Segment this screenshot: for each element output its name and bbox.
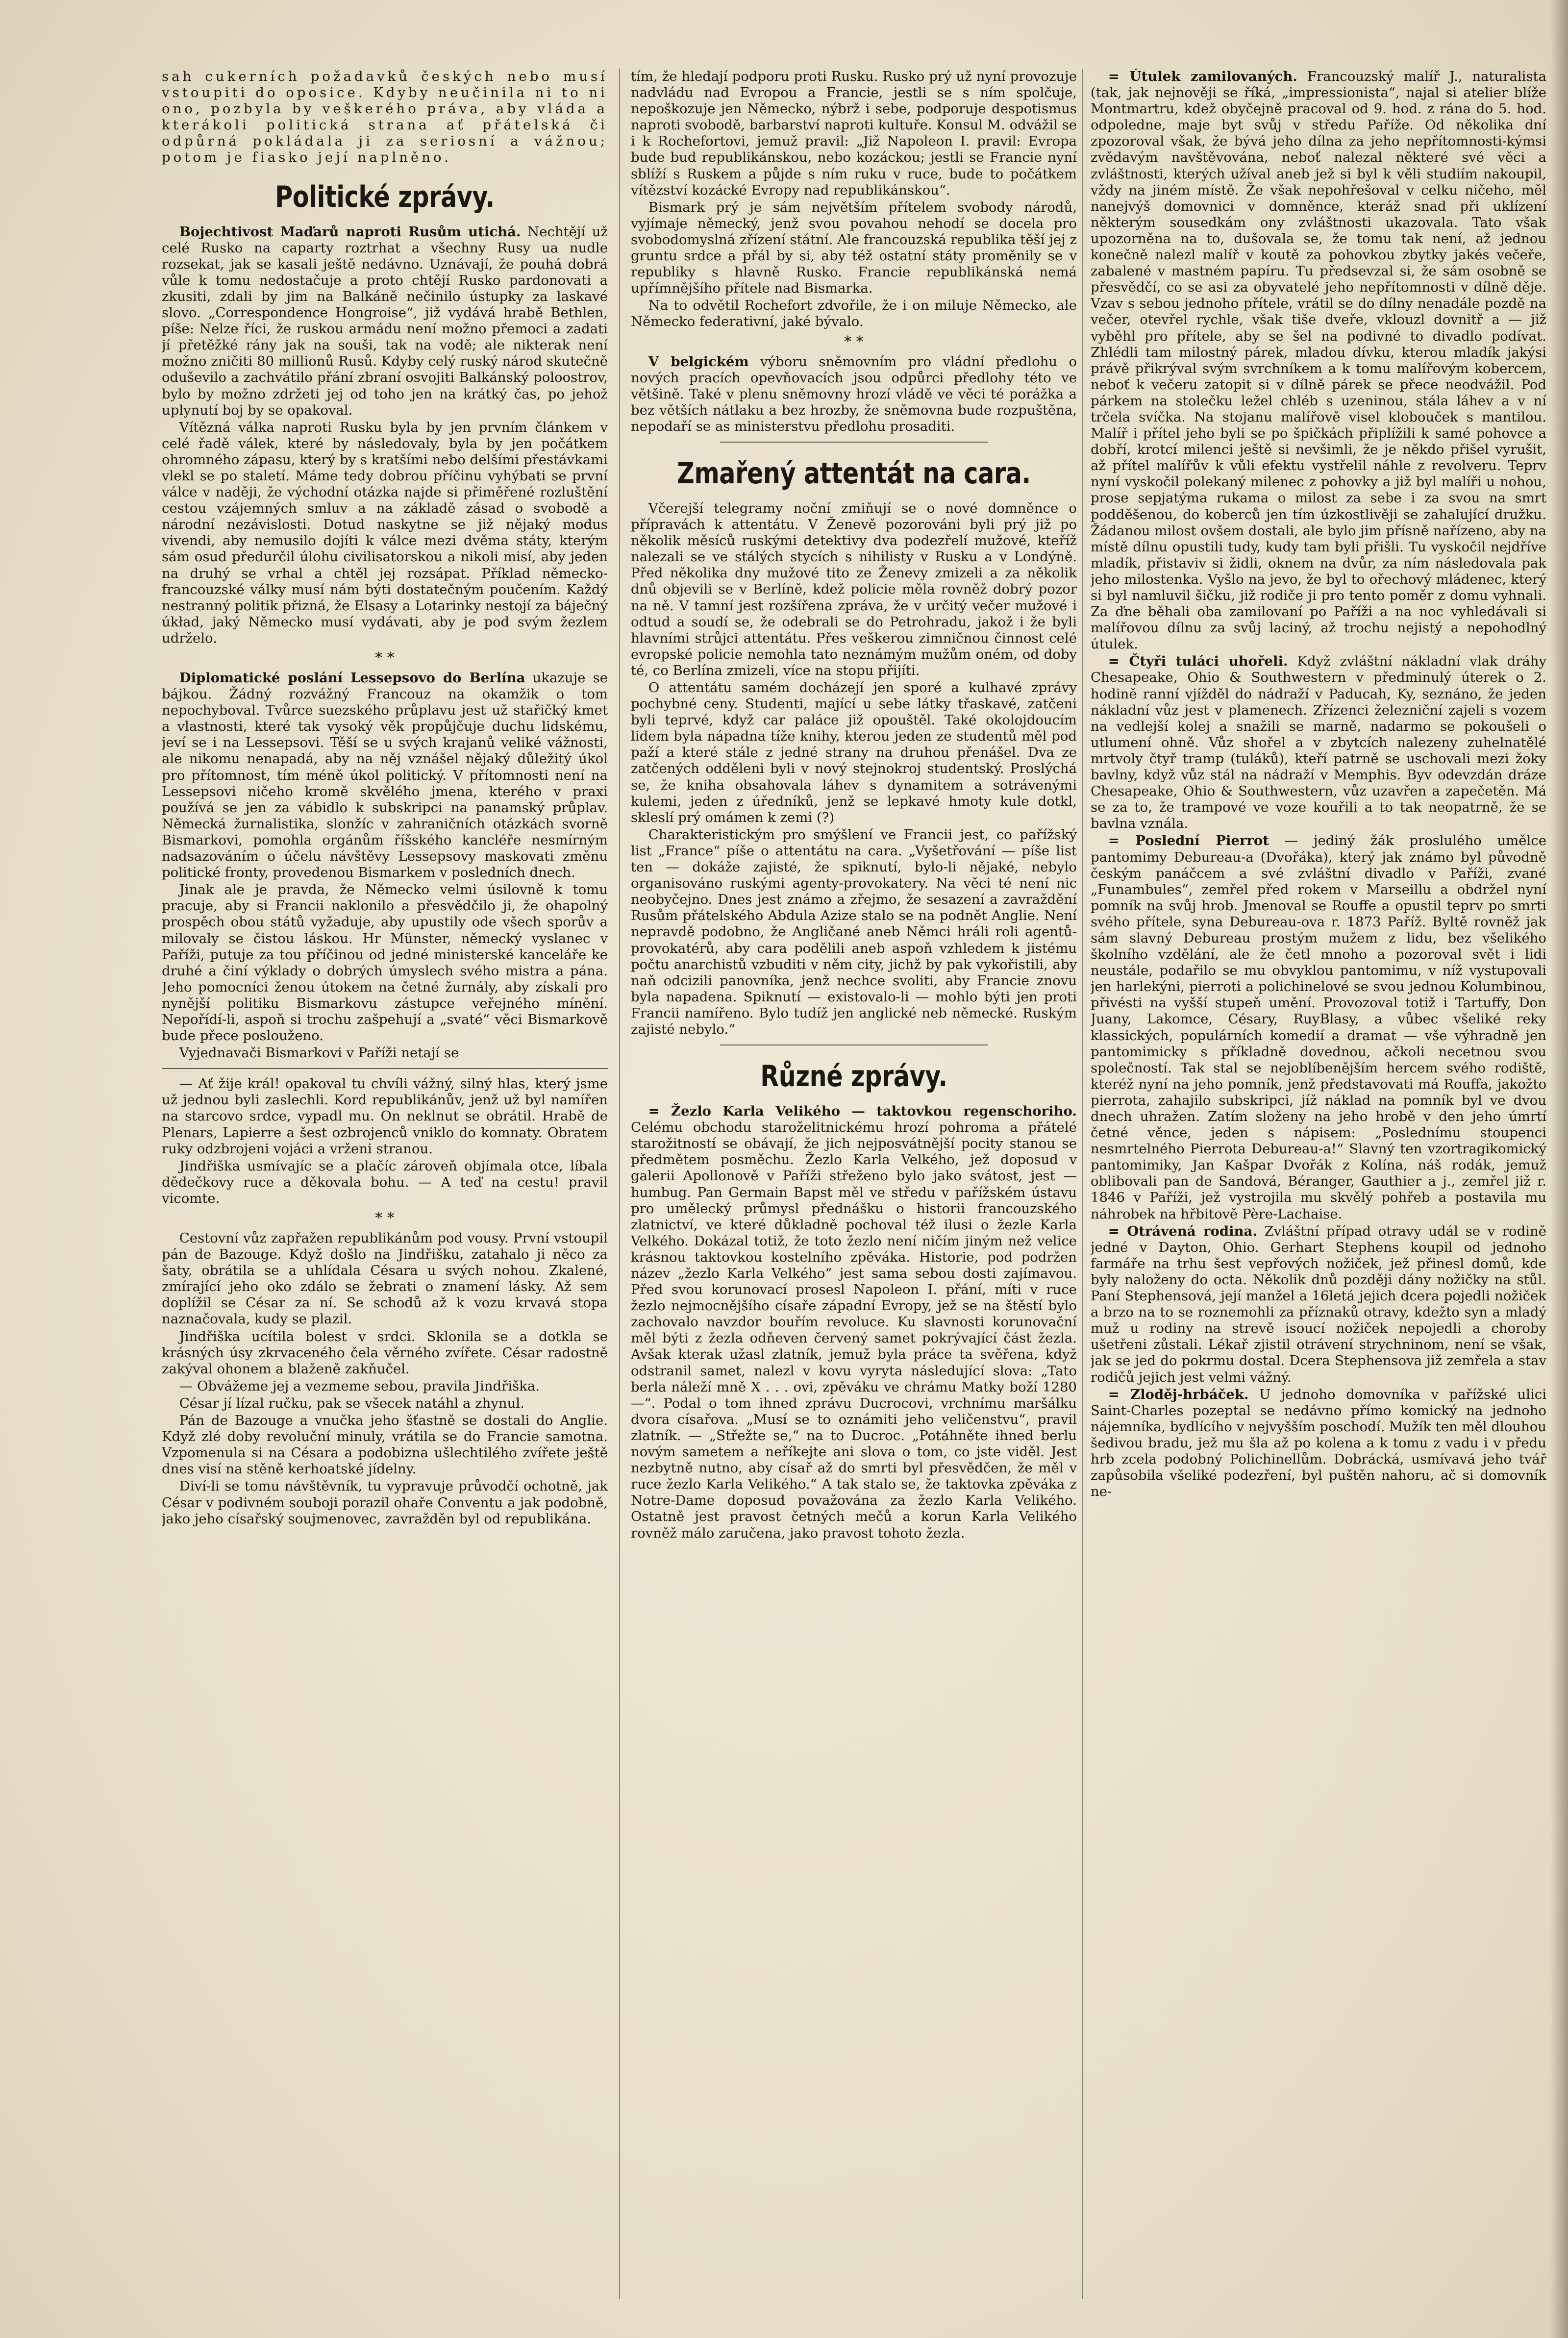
article-lead: = Poslední Pierrot <box>1108 833 1269 849</box>
article-paragraph <box>1091 69 1546 652</box>
article-paragraph <box>1091 1387 1546 1500</box>
article-text: Nechtějí už celé Rusko na caparty roztrhat a všechny Rusy ua nudle rozsekat, jak se kasali ještě nedávno. Uznávají, že pouhá dobrá vůle k tomu nedostačuje a proto chtějí Rusko pardonovati a zkusiti, zdali by jim na Balkáně nečinilo ústupky za laskavé slovo. „Correspondence Hongroise“, již vydává hrabě Bethlen, píše: Nelze říci, že ruskou armádu není možno přemoci a zadati jí přetěžké rány jak na souši, tak na vodě; ale nikterak není možno zničiti 80 millionů Rusů. Kdyby celý ruský národ skutečně oduševilo a zachvátilo přání zbraní osvojiti Balkánský poloostrov, bylo by možno zdržeti jej od toho jen na krátký čas, po jehož uplynutí boj by se opakoval. <box>162 224 608 418</box>
column-left <box>162 69 608 2304</box>
article-paragraph: Vyjednavači Bismarkovi v Paříži netají se <box>179 1045 459 1061</box>
article-paragraph <box>1091 653 1546 832</box>
article-paragraph: tím, že hledají podporu proti Rusku. Rusko prý už nyní provozuje nadvládu nad Evropou a Francie, jestli se s ním spolčuje, nepoškozuje jen Německo, nýbrž i sebe, podporuje despotismus naproti svobodě, barbarství naproti kultuře. Konsul M. odvážil se i k Rochefortovi, jemuž pravil: „Již Napoleon I. pravil: Evropa bude bud republikánskou, nebo kozáckou; jestli se Francie nyní sblíží s Ruskem a půjde s ním ruku v ruce, bude to počátkem vítězství kozácké Evropy nad republikánskou“. <box>631 69 1077 198</box>
article-lead: = Otrávená rodina. <box>1108 1223 1257 1239</box>
story-paragraph: César jí lízal ručku, pak se všecek natáhl a zhynul. <box>179 1395 524 1411</box>
article-text: výboru sněmovním pro vládní předlohu o nových pracích opevňovacích jsou odpůrci předlohy této ve většině. Také v plenu sněmovny hrozí vládě ve věci té porážka a bez větších nátlaku a bez hrozby, že sněmovna bude rozpuštěna, nepodaří se as ministerstvu předlohu prosaditi. <box>631 353 1077 434</box>
intro-paragraph: sah cukerních požadavků českých nebo musí vstoupiti do oposice. Kdyby neučinila ni to ni ono, pozbyla by veškerého práva, aby vláda a kterákoli politická strana ať přátelská či odpůrná pokládala ji za seriosní a vážnou; potom je fiasko její naplněno. <box>162 69 608 166</box>
article-text: Když zvláštní nákladní vlak dráhy Chesapeake, Ohio & Southwestern v předminulý úterek o 2. hodině ranní vjížděl do nádraží v Paducah, Ky, seznáno, že jeden nákladní vůz jest v plamenech. Zřízenci železniční zajeli s vozem na vedlejší kolej a snažili se marně, nadarmo se pokoušeli o utlumení ohně. Vůz shořel a v zbytcích nalezeny zuhelnatělé mrtvoly čtyř tramp (tuláků), kteří patrně se uschovali mezi žoky bavlny, když vůz stál na nádraží v Memphis. Byv odevzdán dráze Chesapeake, Ohio & Southwestern, vůz uzavřen a zapečetěn. Má se za to, že trampové ve voze kouřili a to tak neopatrně, že se bavlna vznála. <box>1091 653 1546 832</box>
section-heading-ruzne: Různé zprávy. <box>760 1059 947 1094</box>
column-right <box>1091 69 1546 2304</box>
article-text: Celému obchodu staroželitnickému hrozí pohroma a přátelé starožitností se obávají, že jich nejposvátnější pocity stanou se předmětem posměchu. Žezlo Karla Velkého, jež doposud v galerii Apollonově v Paříži střeženo bylo jako svátost, jest — humbug. Pan Germain Bapst měl ve středu v pařížském ústavu pro umělecký průmysl přednášku o historii francouzského zlatnictví, ve které důkladně pochoval též ilusi o žezle Karla Velkého. Dokázal totiž, že toto žezlo není ničím jiným než velice krásnou taktovkou kostelního zpěváka. Historie, pod podržen název „žezlo Karla Velkého“ jest sama sebou dosti zajímavou. Před svou korunovací prosesl Napoleon I. přání, míti v ruce žezlo nejmocnějšího císaře západní Evropy, jež se na štěstí bylo zachovalo navzdor bouřím revoluce. Ku slavnosti korunovační měl býti z žezla odňeven červený samet pokrývající část žezla. Avšak kterak užasl zlatník, jemuž byla práce ta svěřena, když odstranil samet, nalezl v kovu vyryta následující slova: „Tato berla náleží mně X . . . ovi, zpěváku ve chrámu Matky boží 1280 —“. Podal o tom ihned zprávu Ducrocovi, vrchnímu maršálku dvora císařova. „Musí se to oznámiti jeho veličenstvu“, pravil zlatník. — „Střežte se,“ na to Ducroc. „Potáhněte ihned berlu novým sametem a neříkejte ani slova o tom, co jste viděl. Jest nezbytně nutno, aby císař až do smrti byl přesvědčen, že měl v ruce žezlo Karla Velikého.“ A tak stalo se, že taktovka zpěváka z Notre-Dame doposud považována za žezlo Karla Velikého. Ostatně jest pravost četných mečů a korun Karla Velikého rovněž málo zaručena, jako pravost tohoto žezla. <box>631 1119 1077 1541</box>
story-paragraph: Jindřiška ucítila bolest v srdci. Sklonila se a dotkla se krásných úsy zkrvaceného čela věrného zvířete. César radostně zakýval ohonem a blaženě zakňučel. <box>162 1328 608 1377</box>
article-lead: = Čtyři tuláci uhořeli. <box>1108 653 1288 670</box>
column-rule <box>619 69 620 2299</box>
story-paragraph: — Ať žije král! opakoval tu chvíli vážný, silný hlas, který jsme už jednou byli zaslechli. Kord republikánův, jenž už byl namířen na starcovo srdce, vypadl mu. On neklnut se obrátil. Hrabě de Plenars, Lapierre a šest ozbrojenců vniklo do komnaty. Obratem ruky odzbrojeni vojáci a vrženi stranou. <box>162 1076 608 1157</box>
story-paragraph: — Obvážeme jej a vezmeme sebou, pravila Jindřiška. <box>179 1378 540 1394</box>
feuilleton-divider <box>162 1068 608 1069</box>
article-paragraph: Bismark prý je sám největším přítelem svobody národů, vyjímaje německý, jenž svou povahou nehodí se docela pro svobodomyslná zřízení státní. Ale francouzská republika těší jej z gruntu srdce a přál by si, aby též ostatní státy proměnily se v republiky s hlavně Rusko. Francie republikánská nemá upřímnějšího přítele nad Bismarka. <box>631 199 1077 297</box>
story-paragraph: Cestovní vůz zapřažen republikánům pod vousy. První vstoupil pán de Bazouge. Když došlo na Jindřišku, zatahalo ji něco za šaty, obrátila se a uhlídala Césara u svých nohou. Zkalené, zmírající jeho oko zdálo se žebrati o znamení lásky. Až sem doplížil se César za ní. Se schodů až k vozu krvavá stopa naznačovala, kudy se plazil. <box>162 1230 608 1327</box>
article-paragraph <box>162 224 608 419</box>
article-paragraph: O attentátu samém docházejí jen sporé a kulhavé zprávy pochybné ceny. Studenti, mající u sebe látky třaskavé, zatčeni byli teprvé, když car paláce již opouštěl. Také okolojdoucím lidem byla nápadna tíže knihy, kterou jeden ze studentů měl pod paží a které stále z jedné strany na druhou přenášel. Dva ze zatčených odděleni byli v nový stejnokroj studentský. Proslýchá se, že kniha obsahovala láhev s dynamitem a sotrávenými kulemi, jeden z úředníků, jenž se lepkavé hmoty kule dotkl, skleslí prý omámen k zemi (?) <box>631 680 1077 825</box>
article-paragraph <box>631 1103 1077 1542</box>
story-paragraph: Diví-li se tomu návštěvník, tu vypravuje průvodčí ochotně, jak César v podivném souboji porazil ohaře Conventu a jak podobně, jako jeho císařský soujmenovec, zavražděn byl od republikána. <box>162 1478 608 1527</box>
article-text: Francouzský malíř J., naturalista (tak, jak nejnověji se říká, „impressionista“, najal si atelier blíže Montmartru, kdež obyčejně pracoval od 9. hod. z rána do 5. hod. odpoledne, maje byt svůj v středu Paříže. Od několika dní zpozoroval však, že bývá jeho dílna za jeho nepřítomnosti-kýmsi zvědavým navštěvována, neboť nalezal některé své věci a zvláštnosti, kterých užíval aneb jež si byl k věli studiím nakoupil, vždy na jiném místě. Že však nepohřešoval v celku ničeho, měl nanejvýš domovnici v domněnce, kteráž snad při uklízení některým sousedkám ony zvláštnosti ukazovala. Tato však upozorněna na to, dušovala se, že tomu tak není, až jednou konečně nalezl malíř v koutě za pohovkou zbytky jakés večeře, zabalené v mastném papíru. Tu předsevzal si, že sám osobně se přesvědčí, co se asi za obyvatelé jeho nepřítomnosti v dílně děje. Vzav s sebou jednoho přítele, vrátil se do dílny nenadále pozdě na večer, otevřel rychle, však tiše dveře, vklouzl dovnitř a — již vyběhl pro přítele, aby se šel na podivné to divadlo podívat. Zhlédli tam milostný párek, mladou dívku, kterou mladík jakýsi právě přikrýval svým svrchníkem a k tomu malířovým kobercem, neboť k večeru zatopit si v dílně párek se přece neodvážil. Pod párkem na stolečku ležel chléb s uzeninou, stála láhev a v ní trčela svíčka. Na stojanu malířově visel klobouček s mantilou. Malíř i přítel jeho byli se po špičkách připlížili k samé pohovce a dobří, krotcí milenci ještě si nevšimli, že je někdo přišel vyrušit, až přítel malířův k vůli efektu vystřelil náhle z revolveru. Teprv nyní vyskočil polekaný milenec z pohovky a již byl malíři u nohou, prose sepjatýma rukama o milost za sebe i za svou na smrt podděšenou, do koberců jen tím úzkostlivěji se zahalující družku. Žádanou milost ovšem dostali, ale bylo jim přísně nařízeno, aby na místě dílnu opustili tudy, kudy tam byli přišli. Tu vyskočil nejdříve mladík, přistaviv si židli, oknem na dvůr, za ním následovala pak jeho milostenka. Vyšlo na jevo, že byl to ořechový mládenec, který si byl namluvil šičku, již rodiče ji pro tento poměr z domu vyhnali. Za ďne běhali oba zamilovaní po Paříži a na noc vyhledávali si malířovou dílnu za svůj laciný, až trochu nejistý a nepohodlný útulek. <box>1091 69 1546 652</box>
article-lead: Bojechtivost Maďarů naproti Rusům utichá. <box>179 224 521 240</box>
article-paragraph: Včerejší telegramy noční zmiňují se o nové domněnce o přípravách k attentátu. V Ženevě pozorováni byli prý již po několik měsíců ruskými detektivy dva podezřelí mužové, kteříž nalezali se ve stálých stycích s nihilisty v Rusku a v Londýně. Před několika dny mužové tito ze Ženevy zmizeli a za několik dnů objevili se v Berlíně, kdež policie měla rovněž dobrý pozor na ně. V tamní jest rozšířena zpráva, že v určitý večer mužové i odtud a soudí se, že odebrali se do Petrohradu, jakož i že byli hlavními strůjci attentátu. Přes veškerou zimničnou činnost celé evropské policie nemohla tato neznámým mužům oném, od doby té, co Berlína zmizeli, více na stopu přijíti. <box>631 500 1077 678</box>
article-lead: Diplomatické poslání Lessepsovo do Berlína <box>179 670 525 686</box>
article-text: U jednoho domovníka v pařížské ulici Saint-Charles pozeptal se nedávno přímo komický na jednoho nájemníka, bydlícího v nejvyšším poschodí. Mužík ten měl dlouhou šedivou bradu, jež mu šla až po kolena a k tomu z vadu i v předu hrb zcela podobný Polichinellům. Dobrácká, usmívavá jeho tvář zapůsobila všeliké podezření, byl puštěn nahoru, ač si domovník ne- <box>1091 1386 1546 1500</box>
article-lead: = Žezlo Karla Velikého — taktovkou regenschoriho. <box>648 1103 1077 1119</box>
section-heading-politicke: Politické zprávy. <box>275 179 495 214</box>
article-text: Zvláštní případ otravy udál se v rodině jedné v Dayton, Ohio. Gerhart Stephens koupil od jednoho farmáře na trhu šest vepřových nožiček, jež přinesl domů, kde byly naloženy do octa. Několik dnů později dány nožičky na stůl. Paní Stephensová, její manžel a 16letá jejich dcera pojedli nožiček a brzo na to se roznemohli za příznaků otravy, kdežto syn a mladý muž u rodiny na strevě isoucí nožiček nepojedli a choroby ušetřeni zůstali. Lékař zjistil otrávení strychninom, není se však, jak se jed do pokrmu dostal. Dcera Stephensova již zemřela a stav rodičů jejich jest velmi vážný. <box>1091 1223 1546 1385</box>
story-paragraph: Pán de Bazouge a vnučka jeho šťastně se dostali do Anglie. Když zlé doby revoluční minuly, vrátila se do Francie samotna. Vzpomenula si na Césara a podobizna ušlechtilého zvířete ještě dnes visí na stěně kerhoatské jídelny. <box>162 1413 608 1477</box>
article-paragraph <box>1091 1223 1546 1386</box>
page-edge-shadow <box>1550 0 1568 2338</box>
article-paragraph <box>631 354 1077 435</box>
article-paragraph: Charakteristickým pro smýšlení ve Francii jest, co pařížský list „France“ píše o attentátu na cara. „Vyšetřování — píše list ten — dokáže zajisté, že spiknutí, bylo-li nějaké, nebylo organisováno ruskými agenty-provokatery. Na věci té není nic neobyčejno. Dnes jest známo a zřejmo, že sesazení a zavraždění Rusům přátelského Abdula Azize stalo se na podnět Anglie. Není nepravdě podobno, že Angličané aneb Němci hráli roli agentů-provokatérů, aby cara podělili aneb aspoň vzhledem k jistému počtu anarchistů vzbuditi v něm city, jichž by pak vykořistili, aby naň odcizili panovníka, jenž nechce svoliti, aby Francie znovu byla napadena. Spiknutí — existovalo-li — mohlo býti jen proti Francii namířeno. Bylo tudíž jen anglické neb německé. Ruským zajisté nebylo.“ <box>631 826 1077 1037</box>
article-paragraph: Vítězná válka naproti Rusku byla by jen prvním článkem v celé řadě válek, které by následovaly, byla by jen počátkem ohromného zápasu, který by s kratšími nebo delšími přestávkami vlekl se po staletí. Máme tedy dobrou příčinu vyhýbati se první válce v naději, že východní otázka najde si přiměřené rozluštění cestou vzájemných smluv a na základě zásad o svobodě a národní nezávislosti. Dotud naskytne se již nějaký modus vivendi, aby nemusilo dojíti k válce mezi dvěma státy, kterým sám osud předurčil úlohu civilisatorskou a nikoli misí, aby jeden na druhý se vrhal a chtěl jej rozsápat. Příklad německo-francouzské války musí nám býti dostatečným poučením. Každý nestranný politik přizná, že Elsasy a Lotarinky nestojí za báječný úkład, jaký Německo musí vydávati, aby je pod svým žezlem udrželo. <box>162 419 608 646</box>
section-separator: * * <box>375 1210 395 1227</box>
column-middle <box>631 69 1077 2304</box>
article-lead: V belgickém <box>648 353 749 370</box>
article-paragraph <box>1091 833 1546 1222</box>
article-lead: = Zloděj-hrbáček. <box>1108 1386 1249 1402</box>
article-paragraph <box>162 670 608 881</box>
section-separator: * * <box>844 333 864 350</box>
article-text: ukazuje se bájkou. Žádný rozvážný Francouz na okamžik o tom nepochyboval. Tvůrce suezského průplavu jest už stařičký kmet a vlastnosti, které tak vysoký věk propůjčuje duchu lidskému, jeví se i na Lessepsovi. Těší se u svých krajanů veliké vážnosti, ale nikomu nenapadá, aby na něj vznášel nějaký důležitý úkol pro přítomnost, tím méně úkol politický. V přítomnosti není na Lessepsovi ničeho kromě skvělého jmena, kterého v praxi používá se jen za vábidlo k subskripci na panamský průplav. Německá žurnalistika, slonžíc v zahraničních otázkách svorně Bismarkovi, pomohla orgánům říšského kancléře nesmírným nadsazováním o účelu návštěvy Lessepsovy maskovati změnu politické fronty, provedenou Bismarkem v posledních dnech. <box>162 670 608 881</box>
section-separator: * * <box>375 649 395 667</box>
column-rule <box>1082 69 1083 2299</box>
section-divider <box>720 442 988 443</box>
article-text: — jediný žák proslulého umělce pantomimy Debureau-a (Dvořáka), který jak známo byl původně českým panáčcem a své zvláštní divadlo v Paříži, zvané „Funambules“, zemřel před rokem v Marseillu a obdržel nyní pomník na svůj hrob. Jmenoval se Rouffe a opustil teprv po smrti svého přítele, syna Debureau-ova r. 1873 Paříž. Byltě rovněž jak sám slavný Debureau prostým mužem z lidu, bez všelikého školního vzdělání, ale že četl mnoho a pozoroval svět i lidi neustále, podařilo se mu obvyklou pantomimu, v níž vystupovali jen harlekýni, pierroti a polichinelové se svou jednou Kolumbinou, přivésti na vyšší stupeň umění. Provozoval totiž i Tartuffy, Don Juany, Lakomce, Césary, RuyBlasy, a vůbec všeliké reky klassických, populárních komedií a dramat — vše výhradně jen pantomimicky s příkladně dovednou, ačkoli necetnou svou společností. Tak stal se nejoblíbenějším hercem svého rodiště, kteréž nyní na jeho pomník, jenž představovati má Rouffa, jakožto pierrota, zahajilo subskripci, jíž náklad na pomník byl ve dvou dnech uhražen. Zatím složeny na jeho hrobě v den jeho úmrtí četné věnce, jeden s nápisem: „Poslednímu stoupenci nesmrtelného Pierrota Debureau-a!“ Slavný ten vzortragikomický pantomimiky, Jan Kašpar Dvořák z Kolína, náš rodák, jemuž oblibovali pan de Sandová, Béranger, Gauthier a j., zemřel již r. 1846 v Paříži, jež vystrojila mu skvělý pohřeb a postavila mu náhrobek na hřbitově Père-Lachaise. <box>1091 833 1546 1222</box>
article-paragraph: Jinak ale je pravda, že Německo velmi úsilovně k tomu pracuje, aby si Francii naklonilo a přesvědčilo ji, že ohapolný prospěch obou států vyžaduje, aby upustily ode všech sporův a milovaly se čistou láskou. Hr Münster, německý vyslanec v Paříži, putuje za tou příčinou od jedné ministerské kanceláře ke druhé a činí výklady o dobrých úmyslech svého mistra a pána. Jeho pomocníci ženou útokem na četné žurnály, aby získali pro nynější politiku Bismarkovu zástupce veřejného mínění. Nepořídí-li, aspoň si trochu zašpehují a „svaté“ věci Bismarkově bude přece poslouženo. <box>162 882 608 1044</box>
article-paragraph: Na to odvětil Rochefort zdvořile, že i on miluje Německo, ale Německo federativní, jaké bývalo. <box>631 298 1077 330</box>
story-paragraph: Jindřiška usmívajíc se a plačíc zároveň objímala otce, líbala dědečkovy ruce a děkovala bohu. — A teď na cestu! pravil vicomte. <box>162 1158 608 1206</box>
article-lead: = Útulek zamilovaných. <box>1108 69 1298 84</box>
section-heading-attentat: Zmařený attentát na cara. <box>677 456 1031 491</box>
